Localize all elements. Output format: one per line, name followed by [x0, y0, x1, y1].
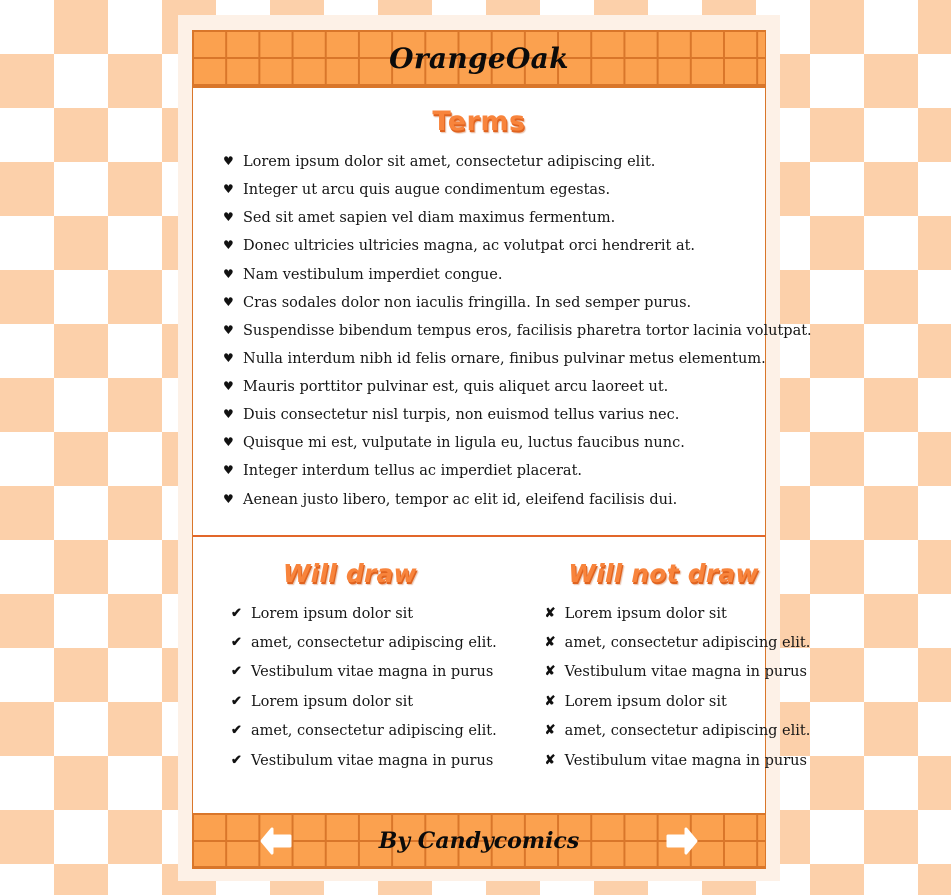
- terms-list-item: [223, 153, 745, 171]
- will-not-draw-heading: Will not draw: [568, 558, 759, 588]
- will-not-draw-item-text: Vestibulum vitae magna in purus: [564, 664, 807, 681]
- will-not-draw-item: [545, 723, 811, 740]
- cross-icon: ✘: [544, 752, 556, 768]
- terms-item-text: Integer ut arcu quis augue condimentum egestas.: [243, 182, 611, 199]
- will-not-draw-item: [545, 664, 811, 681]
- terms-list-item: [223, 181, 745, 199]
- will-draw-item-text: amet, consectetur adipiscing elit.: [251, 635, 497, 652]
- terms-list-item: [223, 237, 745, 255]
- terms-item-text: Nam vestibulum imperdiet congue.: [243, 266, 503, 283]
- terms-item-text: Duis consectetur nisl turpis, non euismod tellus varius nec.: [243, 407, 680, 424]
- terms-item-text: Donec ultricies ultricies magna, ac volutpat orci hendrerit at.: [243, 238, 696, 255]
- heart-icon: ♥: [223, 210, 234, 225]
- terms-list-item: [223, 294, 745, 312]
- will-not-draw-item: [545, 753, 811, 770]
- heart-icon: ♥: [223, 491, 234, 506]
- arrow-left-icon[interactable]: [257, 824, 295, 858]
- will-draw-item-text: Lorem ipsum dolor sit: [251, 605, 414, 622]
- check-icon: ✔: [231, 723, 242, 739]
- terms-list-item: [223, 491, 745, 509]
- arrow-right-icon[interactable]: [663, 824, 701, 858]
- heart-icon: ♥: [223, 182, 234, 197]
- terms-item-text: Quisque mi est, vulputate in ligula eu, luctus faucibus nunc.: [243, 435, 685, 452]
- terms-list-item: [223, 462, 745, 480]
- card-footer: [193, 813, 765, 868]
- heart-icon: ♥: [223, 154, 234, 168]
- terms-list-item: [223, 209, 745, 227]
- terms-list-item: [223, 322, 812, 340]
- heart-icon: ♥: [223, 350, 234, 365]
- terms-item-text: Lorem ipsum dolor sit amet, consectetur adipiscing elit.: [243, 154, 656, 170]
- check-icon: ✔: [231, 664, 242, 680]
- will-not-draw-item-text: Vestibulum vitae magna in purus: [564, 752, 807, 769]
- will-draw-heading: Will draw: [282, 558, 417, 588]
- cross-icon: ✘: [544, 693, 556, 709]
- heart-icon: ♥: [223, 463, 234, 478]
- will-not-draw-item: [545, 694, 811, 711]
- cross-icon: ✘: [544, 723, 556, 739]
- will-not-draw-item-text: amet, consectetur adipiscing elit.: [564, 635, 811, 652]
- terms-item-text: Integer interdum tellus ac imperdiet placerat.: [243, 463, 583, 480]
- check-icon: ✔: [231, 635, 242, 651]
- terms-item-text: Aenean justo libero, tempor ac elit id, eleifend facilisis dui.: [243, 491, 678, 508]
- commission-info-card: [192, 30, 812, 869]
- check-icon: ✔: [231, 605, 242, 621]
- will-not-draw-list: [517, 606, 811, 770]
- will-draw-list: [203, 606, 497, 770]
- check-icon: ✔: [231, 693, 242, 709]
- terms-list-item: [223, 434, 745, 452]
- terms-item-text: Nulla interdum nibh id felis ornare, finibus pulvinar metus elementum.: [243, 350, 766, 367]
- terms-list-item: [223, 266, 745, 284]
- terms-list: [193, 153, 812, 509]
- will-draw-item-text: Lorem ipsum dolor sit: [251, 693, 414, 710]
- heart-icon: ♥: [223, 238, 234, 253]
- will-not-draw-item-text: amet, consectetur adipiscing elit.: [564, 723, 811, 740]
- will-draw-item: [231, 606, 497, 623]
- will-draw-item-text: amet, consectetur adipiscing elit.: [251, 723, 497, 740]
- heart-icon: ♥: [223, 294, 234, 309]
- will-draw-item: [231, 635, 497, 652]
- footer-credit: By Candycomics: [378, 828, 580, 854]
- heart-icon: ♥: [223, 266, 234, 281]
- terms-item-text: Suspendisse bibendum tempus eros, facilisis pharetra tortor lacinia volutpat.: [243, 322, 812, 339]
- will-draw-item: [231, 723, 497, 740]
- terms-item-text: Mauris porttitor pulvinar est, quis aliquet arcu laoreet ut.: [243, 379, 669, 395]
- will-draw-item: [231, 664, 497, 681]
- terms-item-text: Cras sodales dolor non iaculis fringilla. In sed semper purus.: [243, 294, 692, 311]
- will-not-draw-item: [545, 606, 811, 623]
- will-not-draw-item: [545, 635, 811, 652]
- terms-list-item: [223, 350, 766, 368]
- card-header: [193, 31, 765, 88]
- cross-icon: ✘: [544, 605, 556, 621]
- heart-icon: ♥: [223, 435, 234, 450]
- will-not-draw-item-text: Lorem ipsum dolor sit: [564, 605, 727, 622]
- draw-policy-section: [193, 537, 811, 813]
- heart-icon: ♥: [223, 379, 234, 393]
- cross-icon: ✘: [544, 635, 556, 651]
- check-icon: ✔: [231, 752, 242, 768]
- will-not-draw-item-text: Lorem ipsum dolor sit: [564, 693, 727, 710]
- terms-list-item: [223, 378, 745, 396]
- will-not-draw-column: [507, 559, 821, 803]
- heart-icon: ♥: [223, 407, 234, 422]
- cross-icon: ✘: [544, 664, 556, 680]
- heart-icon: ♥: [223, 322, 234, 337]
- terms-heading: Terms: [432, 106, 526, 137]
- will-draw-item-text: Vestibulum vitae magna in purus: [251, 752, 494, 769]
- terms-item-text: Sed sit amet sapien vel diam maximus fermentum.: [243, 210, 616, 227]
- will-draw-item: [231, 694, 497, 711]
- terms-list-item: [223, 406, 745, 424]
- terms-section: [193, 88, 812, 537]
- site-title: OrangeOak: [389, 42, 569, 75]
- will-draw-item-text: Vestibulum vitae magna in purus: [251, 664, 494, 681]
- will-draw-item: [231, 753, 497, 770]
- will-draw-column: [193, 559, 507, 803]
